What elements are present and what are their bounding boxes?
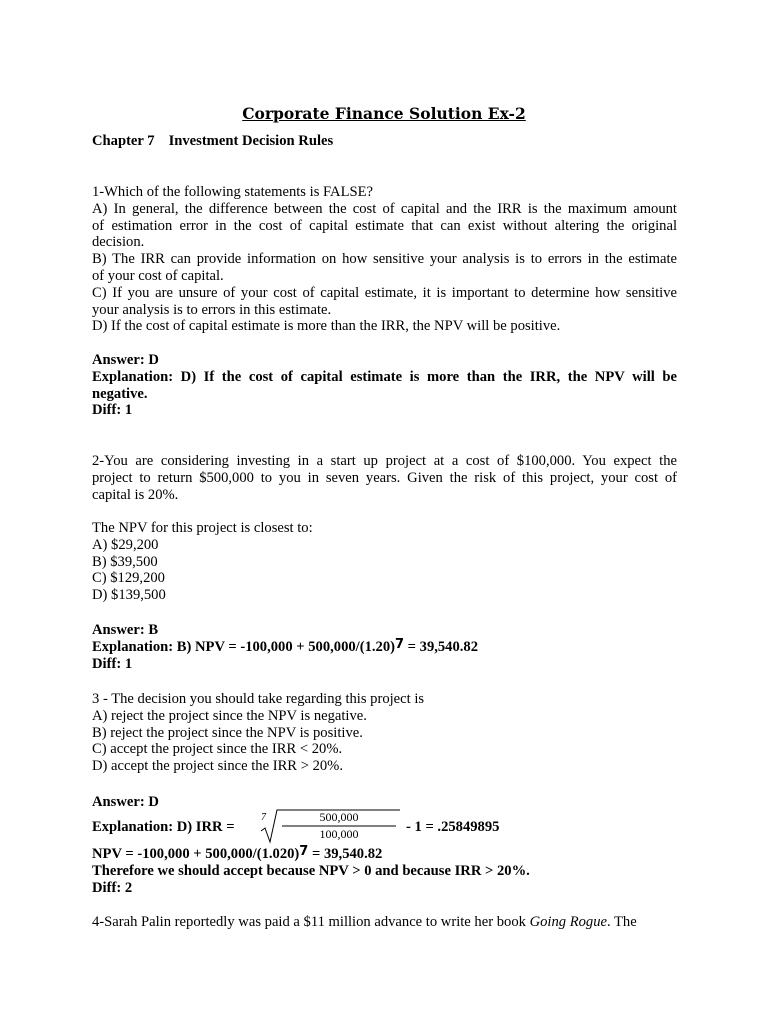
q1-diff: Diff: 1	[92, 402, 133, 419]
q2-explanation-result: = 39,540.82	[404, 638, 479, 655]
q3-irr-label: Explanation: D) IRR =	[92, 819, 235, 835]
q1-explanation-line-2: negative.	[92, 385, 148, 402]
q4-text-start: 4-Sarah Palin reportedly was paid a $11 million advance to write her book	[92, 914, 530, 930]
q1-option-a-line-3: decision.	[92, 234, 145, 251]
q1-option-c-line-2: your analysis is to errors in this estimate.	[92, 301, 332, 318]
q1-option-a-line-2: of estimation error in the cost of capital estimate that can exist without altering the original	[92, 217, 677, 234]
q1-option-b-line-2: of your cost of capital.	[92, 267, 224, 284]
chapter-title: Investment Decision Rules	[168, 133, 334, 149]
question-1	[92, 184, 677, 335]
q3-option-a: A) reject the project since the NPV is negative.	[92, 707, 367, 724]
document-title: Corporate Finance Solution Ex-2	[242, 104, 526, 123]
q2-explanation-formula: Explanation: B) NPV = -100,000 + 500,000/(1.20)	[92, 638, 395, 655]
q3-denominator: 100,000	[319, 827, 359, 841]
q1-answer-block	[92, 352, 677, 419]
q4-text-end: . The	[606, 914, 637, 930]
q3-npv-result: = 39,540.82	[308, 846, 383, 862]
q1-explanation-line-1: Explanation: D) If the cost of capital estimate is more than the IRR, the NPV will be	[92, 368, 677, 385]
q1-option-d: D) If the cost of capital estimate is more than the IRR, the NPV will be positive.	[92, 318, 561, 335]
q3-irr-formula	[92, 811, 677, 847]
q2-answer-block	[92, 622, 677, 672]
q2-exponent: 7	[394, 636, 405, 652]
q3-npv-exponent: 7	[299, 844, 309, 859]
q2-option-d: D) $139,500	[92, 587, 166, 604]
q3-diff: Diff: 2	[92, 879, 133, 896]
q2-explanation	[92, 636, 677, 656]
q3-root-index: 7	[261, 812, 266, 823]
q1-answer: Answer: D	[92, 352, 159, 368]
q2-question-line-1: 2-You are considering investing in a start up project at a cost of $100,000. You expect the	[92, 453, 677, 469]
q3-numerator: 500,000	[319, 810, 359, 824]
q3-npv-formula: NPV = -100,000 + 500,000/(1.020)	[92, 846, 300, 862]
q1-option-c-line-1: C) If you are unsure of your cost of capital estimate, it is important to determine how sensitive	[92, 284, 677, 301]
q3-irr-result: - 1 = .25849895	[406, 819, 500, 835]
q2-option-b: B) $39,500	[92, 553, 158, 570]
q3-option-c: C) accept the project since the IRR < 20%.	[92, 741, 343, 758]
q3-answer: Answer: D	[92, 794, 159, 810]
q3-conclusion: Therefore we should accept because NPV > 0 and because IRR > 20%.	[92, 862, 530, 879]
q2-option-a: A) $29,200	[92, 536, 159, 553]
q2-prompt: The NPV for this project is closest to:	[92, 520, 313, 536]
q1-option-a-line-1: A) In general, the difference between the cost of capital and the IRR is the maximum amount	[92, 200, 677, 217]
q3-question: 3 - The decision you should take regarding this project is	[92, 691, 425, 707]
chapter-number: Chapter 7	[92, 133, 155, 149]
q3-conclusion-block	[92, 846, 677, 896]
q2-question-line-3: capital is 20%.	[92, 486, 179, 503]
q4-book-title: Going Rogue	[529, 914, 607, 930]
q1-question: 1-Which of the following statements is FALSE?	[92, 184, 374, 200]
question-4	[92, 914, 677, 931]
chapter-heading	[92, 133, 333, 150]
q2-option-c: C) $129,200	[92, 570, 165, 587]
q4-text	[92, 914, 677, 931]
question-2	[92, 453, 677, 503]
q3-option-d: D) accept the project since the IRR > 20%.	[92, 758, 343, 775]
q2-answer: Answer: B	[92, 622, 159, 638]
question-3	[92, 691, 677, 775]
q3-npv	[92, 846, 677, 863]
q3-option-b: B) reject the project since the NPV is positive.	[92, 724, 363, 741]
q2-diff: Diff: 1	[92, 655, 133, 672]
q2-question-line-2: project to return $500,000 to you in seven years. Given the risk of this project, your cost of	[92, 469, 677, 486]
q1-option-b-line-1: B) The IRR can provide information on how sensitive your analysis is to errors in the estimate	[92, 251, 677, 268]
q2-options	[92, 520, 677, 604]
